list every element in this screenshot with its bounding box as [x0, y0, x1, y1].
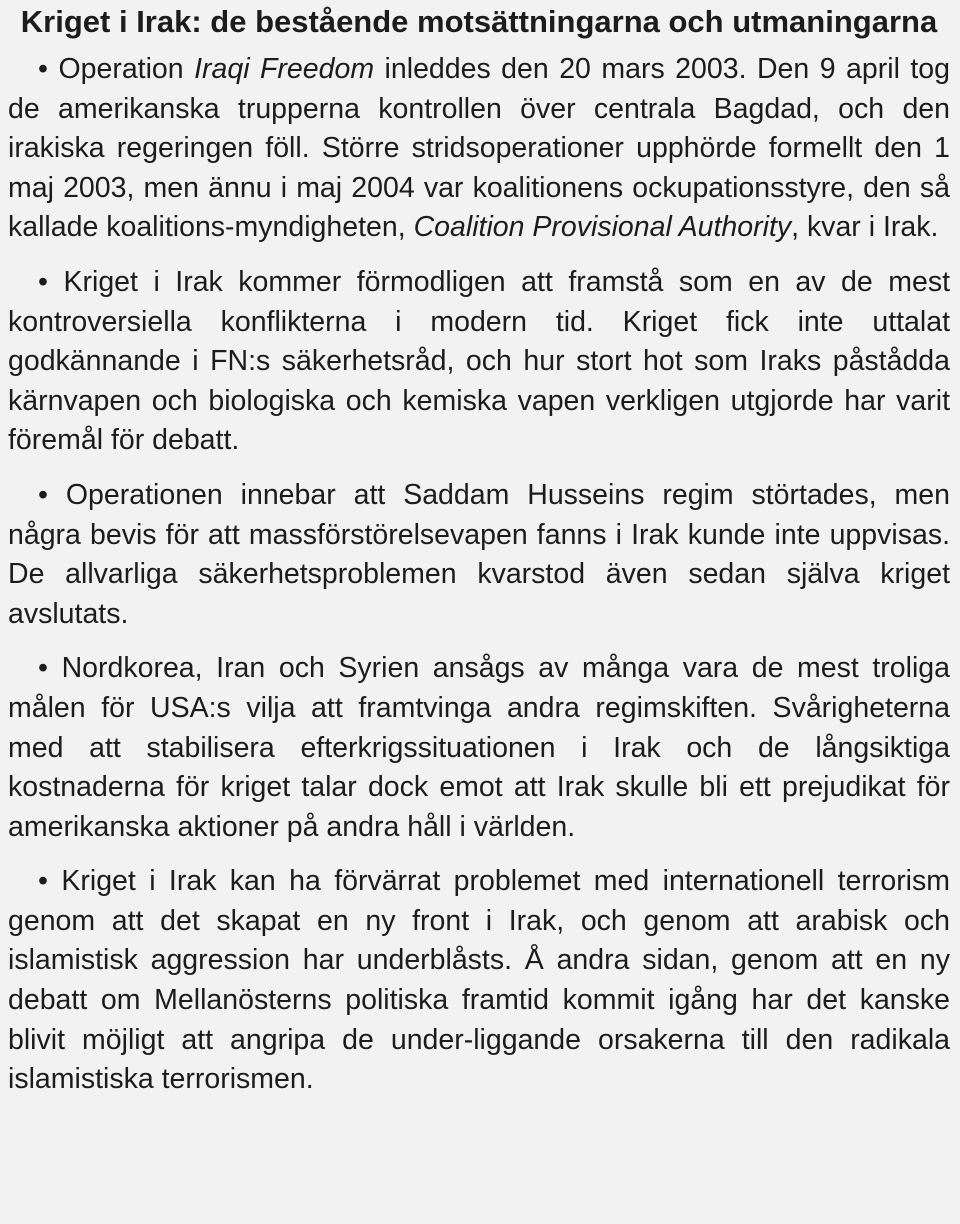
bullet-icon: • [38, 265, 48, 298]
paragraph-1-text-c: , kvar i Irak. [791, 211, 939, 244]
document-title: Kriget i Irak: de bestående motsättningarna och utmaningarna [20, 4, 938, 39]
paragraph-2-text: Kriget i Irak kommer förmodligen att framstå som en av de mest kontroversiella konflikterna i modern tid. Kriget fick inte uttalat godkännande i FN:s säkerhetsråd, och hur stort hot som Iraks påstådda kärnvapen och biologiska och kemiska vapen verkligen utgjorde har varit föremål för debatt. [8, 265, 950, 457]
paragraph-4 [8, 649, 950, 847]
paragraph-1-italic-authority-name: Coalition Provisional Authority [413, 211, 792, 244]
paragraph-3-text: Operationen innebar att Saddam Husseins regim störtades, men några bevis för att massförstörelsevapen fanns i Irak kunde inte uppvisas. De allvarliga säkerhetsproblemen kvarstod även sedan själva kriget avslutats. [8, 478, 950, 630]
bullet-icon: • [38, 652, 48, 685]
paragraph-1-italic-operation-name: Iraqi Freedom [194, 53, 375, 85]
bullet-icon: • [38, 865, 48, 898]
paragraph-1 [8, 50, 950, 248]
paragraph-4-text: Nordkorea, Iran och Syrien ansågs av många vara de mest troliga målen för USA:s vilja att framtvinga andra regimskiften. Svårigheterna med att stabilisera efterkrigssituationen i Irak och de långsiktiga kostnaderna för kriget talar dock emot att Irak skulle bli ett prejudikat för amerikanska aktioner på andra håll i världen. [8, 652, 950, 843]
paragraph-5 [8, 862, 950, 1100]
paragraph-3 [8, 476, 950, 634]
bullet-icon: • [38, 53, 48, 85]
paragraph-5-text: Kriget i Irak kan ha förvärrat problemet med internationell terrorism genom att det skapat en ny front i Irak, och genom att arabisk och islamistisk aggression har underblåsts. Å andra sidan, genom att en ny debatt om Mellanösterns politiska framtid kommit igång har det kanske blivit möjligt att angripa de under-liggande orsakerna till den radikala islamistiska terrorismen. [8, 865, 951, 1096]
paragraph-1-text-b: inleddes den 20 mars 2003. Den 9 april tog de amerikanska trupperna kontrollen över centrala Bagdad, och den irakiska regeringen föll. Större stridsoperationer upphörde formellt den 1 maj 2003, men ännu i maj 2004 var koalitionens ockupationsstyre, den så kallade koalitions-myndigheten, [8, 53, 950, 244]
paragraph-1-text-a: Operation [58, 53, 195, 85]
bullet-icon: • [38, 478, 48, 511]
paragraph-2 [8, 263, 950, 461]
